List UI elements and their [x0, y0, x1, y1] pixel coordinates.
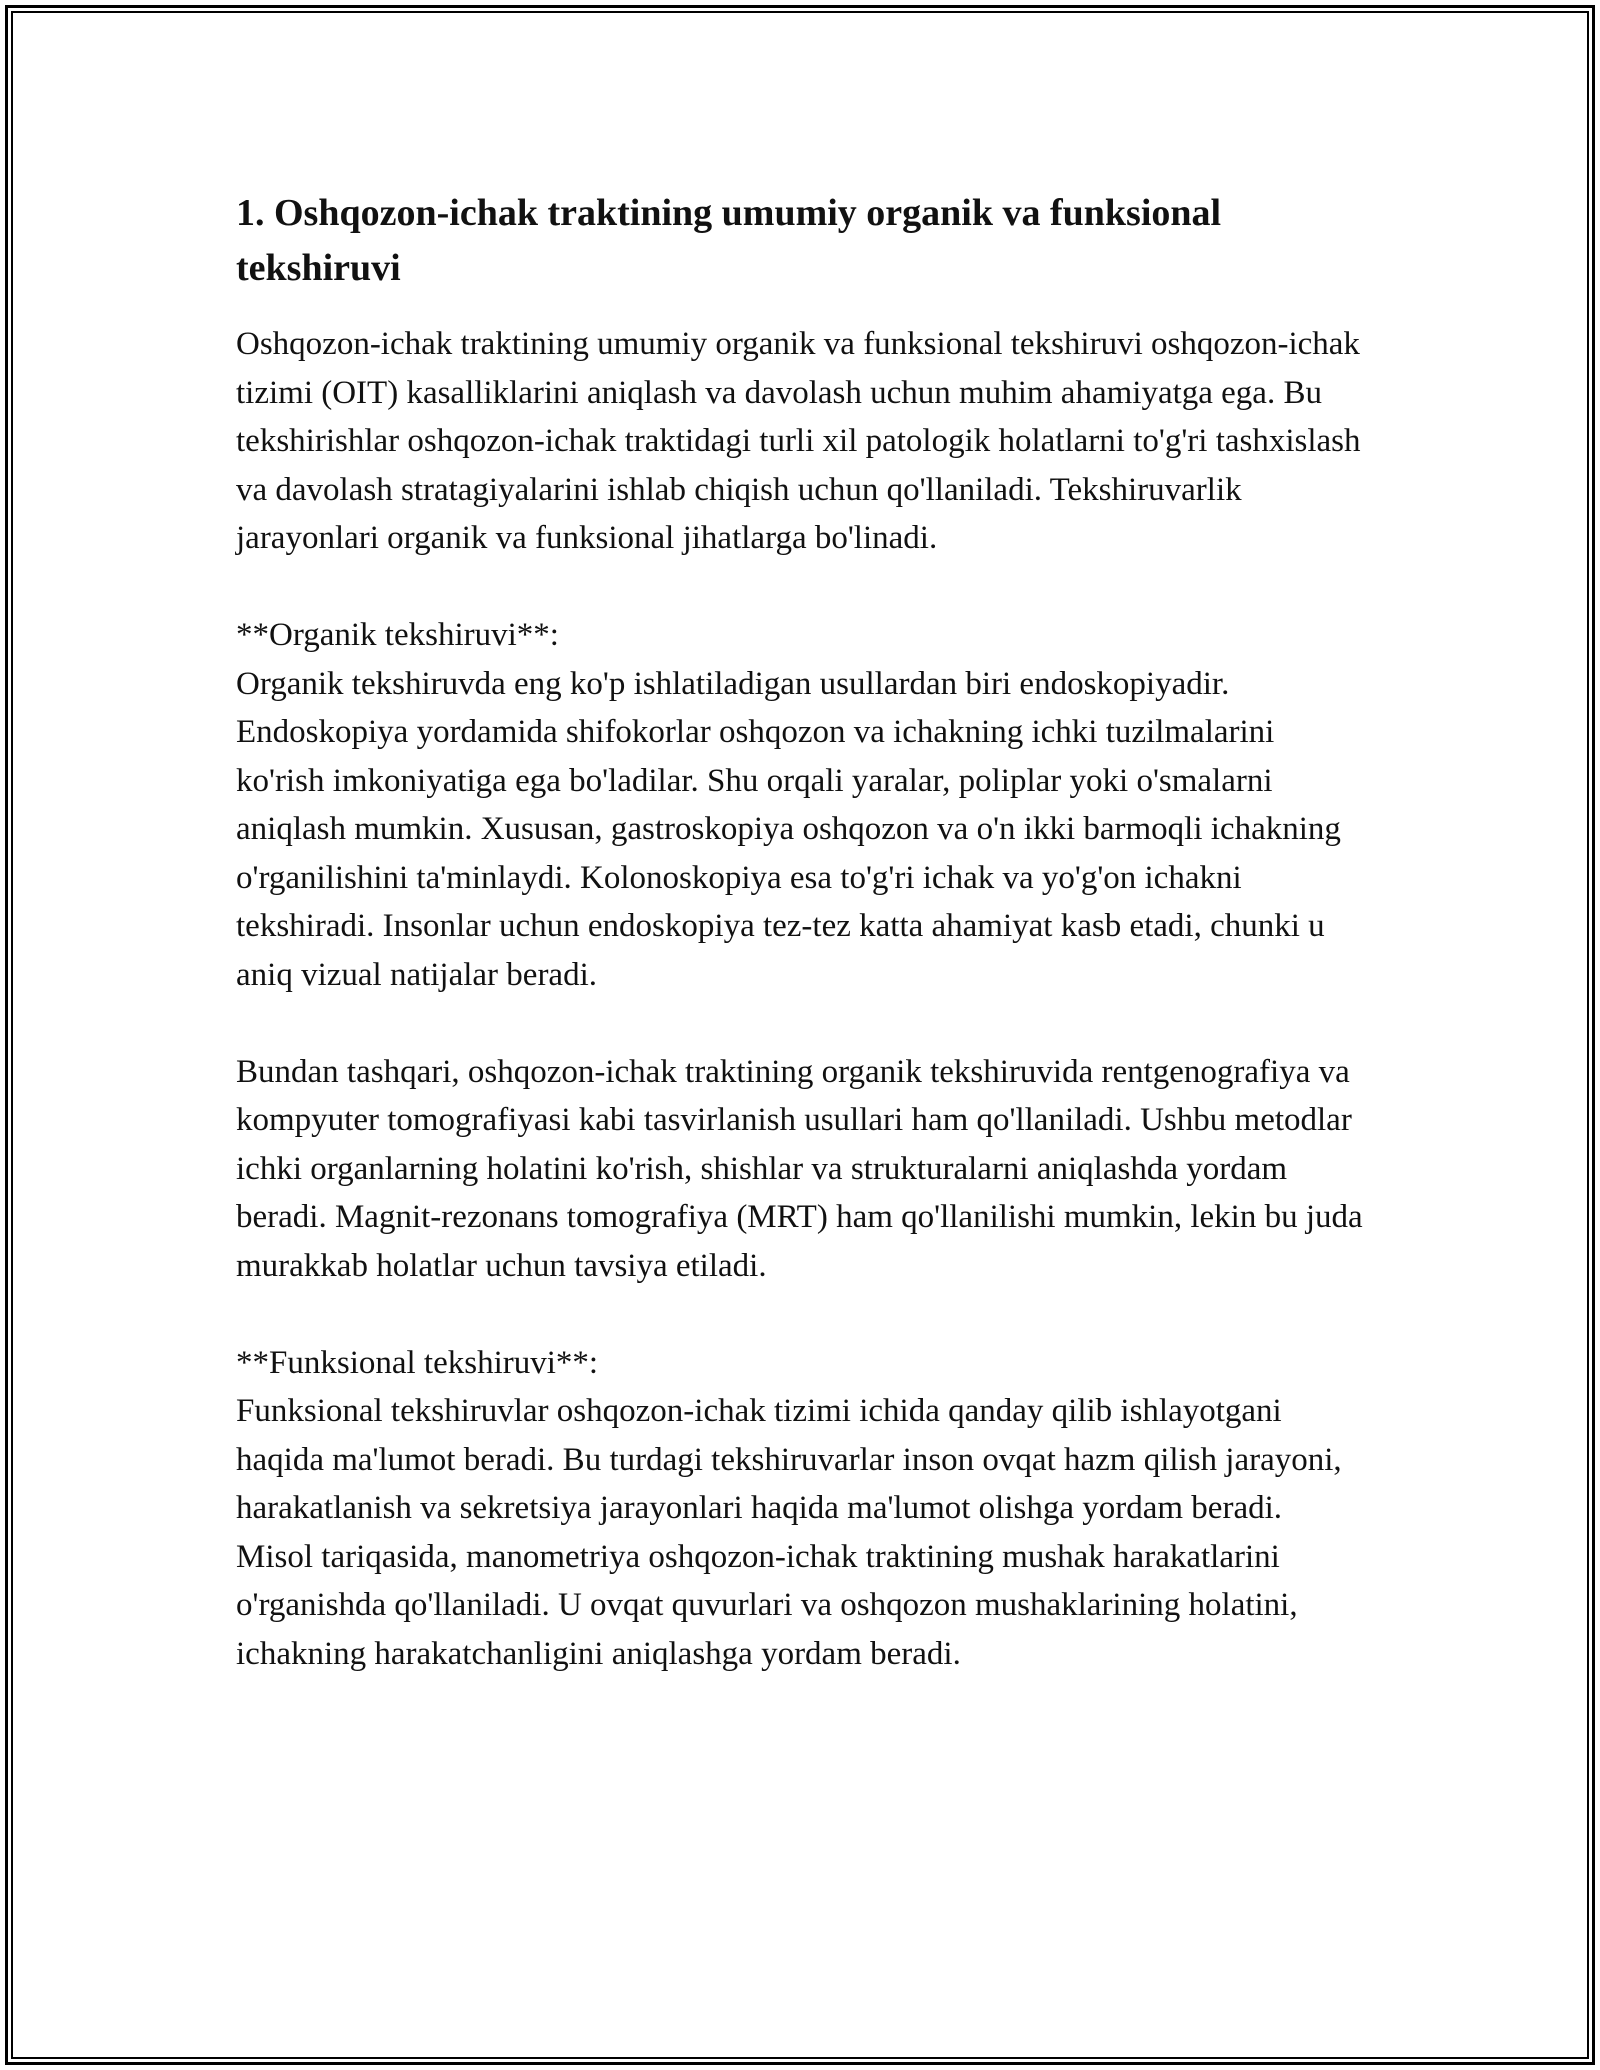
organic-extra-paragraph: Bundan tashqari, oshqozon-ichak traktining organik tekshiruvida rentgenografiya va kompyuter tomografiyasi kabi tasvirlanish usullari ham qo'llaniladi. Ushbu metodlar ichki organlarning holatini ko'rish, shishlar va strukturalarni aniqlashda yordam beradi. Magnit-rezonans tomografiya (MRT) ham qo'llanilishi mumkin, lekin bu juda murakkab holatlar uchun tavsiya etiladi. [236, 1053, 1363, 1284]
document-body [236, 186, 1366, 1727]
functional-paragraph: Funksional tekshiruvlar oshqozon-ichak tizimi ichida qanday qilib ishlayotgani haqida ma'lumot beradi. Bu turdagi tekshiruvarlar inson ovqat hazm qilish jarayoni, harakatlanish va sekretsiya jarayonlari haqida ma'lumot olishga yordam beradi. Misol tariqasida, manometriya oshqozon-ichak traktining mushak harakatlarini o'rganishda qo'llaniladi. U ovqat quvurlari va oshqozon mushaklarining holatini, ichakning harakatchanligini aniqlashga yordam beradi. [236, 1393, 1342, 1672]
organic-section [236, 611, 1366, 999]
organic-label: **Organik tekshiruvi**: [236, 617, 559, 653]
section-heading: 1. Oshqozon-ichak traktining umumiy organik va funksional tekshiruvi [236, 192, 1222, 289]
functional-label: **Funksional tekshiruvi**: [236, 1344, 599, 1381]
organic-paragraph: Organik tekshiruvda eng ko'p ishlatiladigan usullardan biri endoskopiyadir. Endoskopiya yordamida shifokorlar oshqozon va ichakning ichki tuzilmalarini ko'rish imkoniyatiga ega bo'ladilar. Shu orqali yaralar, poliplar yoki o'smalarni aniqlash mumkin. Xususan, gastroskopiya oshqozon va o'n ikki barmoqli ichakning o'rganilishini ta'minlaydi. Kolonoskopiya esa to'g'ri ichak va yo'g'on ichakni tekshiradi. Insonlar uchun endoskopiya tez-tez katta ahamiyat kasb etadi, chunki u aniq vizual natijalar beradi. [236, 665, 1341, 993]
functional-section [236, 1339, 1366, 1679]
intro-paragraph: Oshqozon-ichak traktining umumiy organik va funksional tekshiruvi oshqozon-ichak tizimi (OIT) kasalliklarini aniqlash va davolash uchun muhim ahamiyatga ega. Bu tekshirishlar oshqozon-ichak traktidagi turli xil patologik holatlarni to'g'ri tashxislash va davolash stratagiyalarini ishlab chiqish uchun qo'llaniladi. Tekshiruvarlik jarayonlari organik va funksional jihatlarga bo'linadi. [236, 326, 1361, 556]
